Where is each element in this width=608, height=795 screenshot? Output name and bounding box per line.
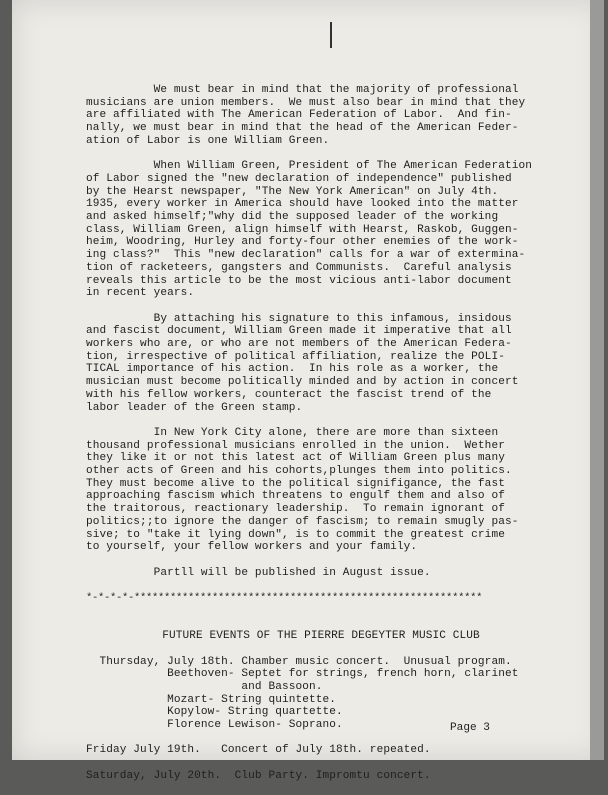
page-number: Page 3: [450, 722, 490, 734]
event-item: Thursday, July 18th. Chamber music concert. Unusual program. Beethoven- Septet for strings, french horn, clarinet and Bassoon. Mozart- String quintette. Kopylow- String quartette. Florence Lewison- Soprano.: [99, 655, 519, 732]
binding-mark: [330, 22, 332, 48]
paragraph-2: When William Green, President of The American Federation of Labor signed the "new declaration of independence" published by the Hearst newspaper, "The New York American" on July 4th. 1935, every worker in America should have looked into the matter and asked himself;"why did the supposed leader of the working class, William Green, align himself with Hearst, Raskob, Guggen- heim, Woodring, Hurley and forty-four other enemies of the work- ing class?" This "new declaration" calls for a war of extermina- tion of racketeers, gangsters and Communists. Careful analysis reveals this article to be the most vicious anti-labor document in recent years.: [86, 160, 532, 300]
document-page: [12, 0, 604, 782]
events-list: [86, 656, 556, 783]
page-edge: [590, 0, 604, 760]
continuation-note: Partll will be published in August issue.: [86, 566, 431, 579]
paragraph-3: By attaching his signature to this infamous, insidous and fascist document, William Green made it imperative that all workers who are, or who are not members of the American Federa- tion, irrespective of political affiliation, realize the POLI- TICAL importance of his action. In his role as a worker, the musician must become politically minded and by action in concert with his fellow workers, counteract the fascist trend of the labor leader of the Green stamp.: [86, 312, 519, 414]
event-item: Friday July 19th. Concert of July 18th. repeated.: [86, 744, 431, 757]
event-item: Saturday, July 20th. Club Party. Impromtu concert.: [86, 769, 431, 782]
article-body: [86, 84, 556, 795]
events-heading: FUTURE EVENTS OF THE PIERRE DEGEYTER MUSIC CLUB: [162, 630, 480, 643]
star-divider: *-*-*-*-**********************************************************: [86, 592, 483, 605]
paragraph-1: We must bear in mind that the majority of professional musicians are union members. We must also bear in mind that they are affiliated with The American Federation of Labor. And fin- nally, we must bear in mind that the head of the American Feder- ation of Labor is one William Green.: [86, 84, 526, 147]
paragraph-4: In New York City alone, there are more than sixteen thousand professional musicians enrolled in the union. Wether they like it or not this latest act of William Green plus many other acts of Green and his cohorts,plunges them into politics. They must become alive to the political signifigance, the fast approaching fascism which threatens to engulf them and also of the traitorous, reactionary leadership. To remain ignorant of politics;;to ignore the danger of fascism; to remain smugly pas- sive; to "take it lying down", is to commit the greatest crime to yourself, your fellow workers and your family.: [86, 426, 519, 554]
